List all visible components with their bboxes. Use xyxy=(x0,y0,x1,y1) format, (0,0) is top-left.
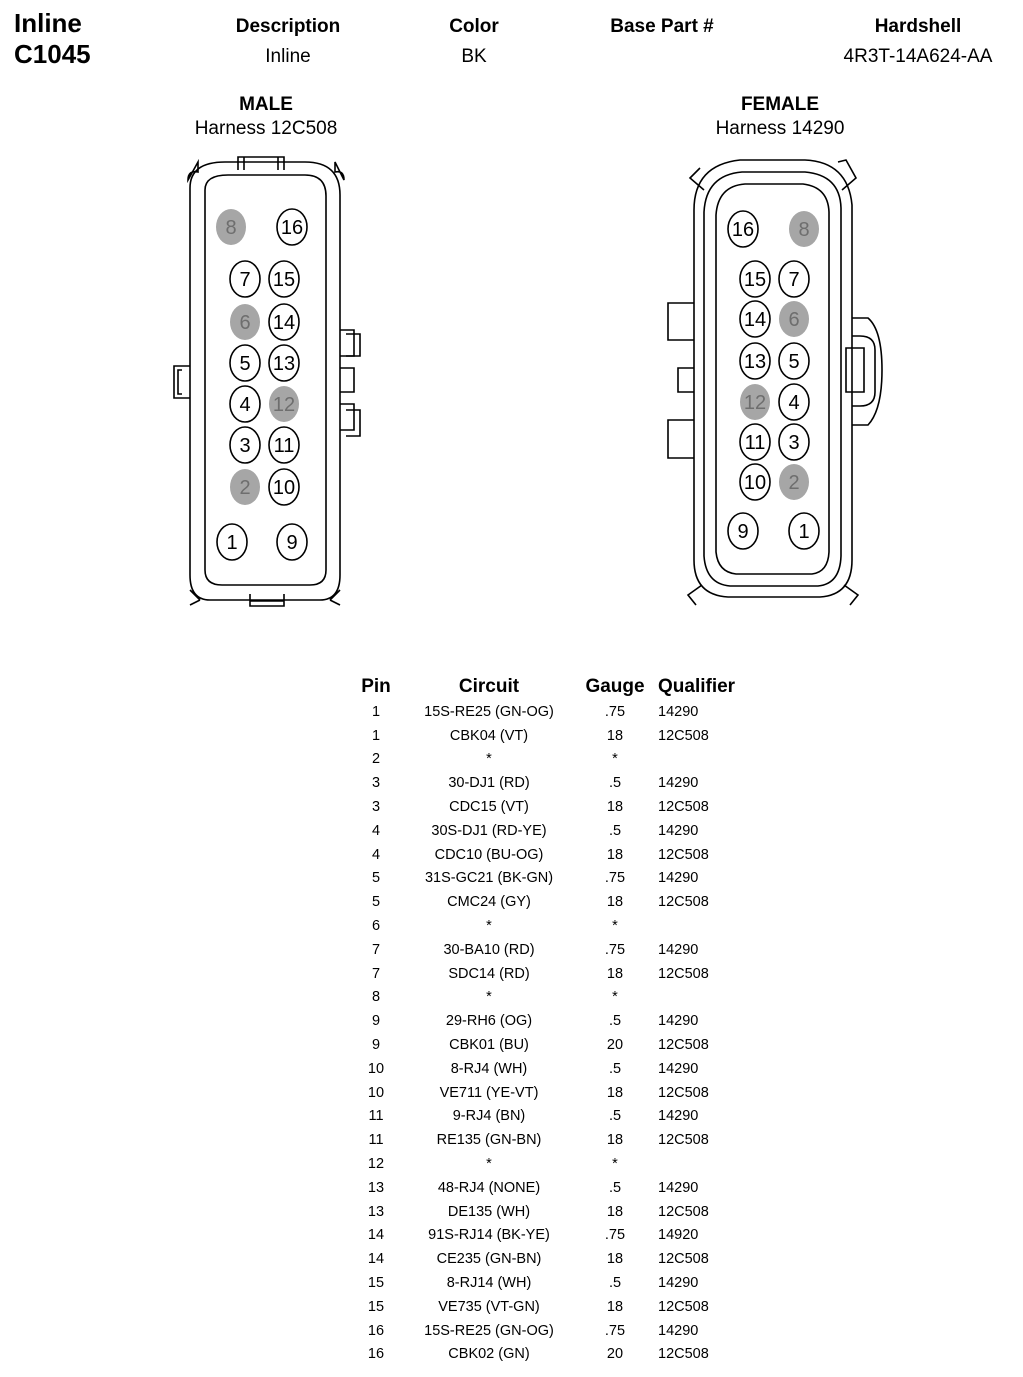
circuit-cell: VE735 (VT-GN) xyxy=(438,1298,540,1315)
table-row xyxy=(354,890,744,914)
table-row xyxy=(354,1057,744,1081)
female-pin-grid xyxy=(728,211,819,549)
gauge-cell: .5 xyxy=(608,1108,622,1125)
table-row xyxy=(354,1247,744,1271)
qualifier-cell: 14290 xyxy=(658,1108,699,1125)
qualifier-cell: 12C508 xyxy=(658,1346,709,1363)
pin-cell: 15 xyxy=(367,1275,385,1292)
male-pin-label: 2 xyxy=(239,477,251,499)
female-pin-label: 2 xyxy=(788,472,800,494)
pin-cell: 10 xyxy=(367,1060,385,1077)
pin-cell: 3 xyxy=(371,799,381,816)
circuit-cell: CBK02 (GN) xyxy=(448,1346,530,1363)
male-pin-label: 1 xyxy=(226,532,238,554)
female-title: FEMALE xyxy=(740,94,820,115)
gauge-cell: * xyxy=(612,989,618,1006)
gauge-cell: .5 xyxy=(608,1013,622,1030)
gauge-cell: * xyxy=(612,918,618,935)
gauge-cell: * xyxy=(612,751,618,768)
gauge-cell: .75 xyxy=(604,703,626,720)
table-row xyxy=(354,771,744,795)
qualifier-cell: 14290 xyxy=(658,1179,699,1196)
female-harness: Harness 14290 xyxy=(715,118,845,139)
female-pin-label: 4 xyxy=(788,392,800,414)
male-harness: Harness 12C508 xyxy=(194,118,338,139)
table-row xyxy=(354,1319,744,1343)
circuit-cell: 30-DJ1 (RD) xyxy=(448,775,530,792)
description-value: Inline xyxy=(265,46,311,67)
color-label: Color xyxy=(449,16,499,37)
female-pin-label: 1 xyxy=(798,521,810,543)
circuit-cell: CBK01 (BU) xyxy=(449,1037,529,1054)
table-row xyxy=(354,1033,744,1057)
circuit-cell: 8-RJ14 (WH) xyxy=(446,1275,532,1292)
table-row xyxy=(354,1081,744,1105)
gauge-cell: .75 xyxy=(604,1227,626,1244)
circuit-cell: * xyxy=(486,1156,492,1173)
female-connector-diagram xyxy=(0,0,1023,640)
qualifier-cell: 12C508 xyxy=(658,1203,709,1220)
pin-header: Pin xyxy=(361,675,391,697)
female-pin-label: 6 xyxy=(788,309,800,331)
pin-cell: 16 xyxy=(367,1322,385,1339)
male-pin-label: 10 xyxy=(272,477,296,499)
pin-cell: 7 xyxy=(371,941,381,958)
qualifier-cell xyxy=(650,1152,744,1176)
female-pin-label: 10 xyxy=(743,472,767,494)
base-part-label: Base Part # xyxy=(610,16,714,37)
female-pin-label: 15 xyxy=(743,269,767,291)
circuit-cell: 30-BA10 (RD) xyxy=(443,941,535,958)
male-pin-label: 12 xyxy=(272,394,296,416)
table-row xyxy=(354,1152,744,1176)
qualifier-cell: 14290 xyxy=(658,775,699,792)
qualifier-cell: 12C508 xyxy=(658,846,709,863)
gauge-cell: 20 xyxy=(606,1346,624,1363)
circuit-cell: 9-RJ4 (BN) xyxy=(452,1108,526,1125)
table-row xyxy=(354,986,744,1010)
gauge-cell: 18 xyxy=(606,799,624,816)
pin-cell: 4 xyxy=(371,846,381,863)
female-pin-label: 8 xyxy=(798,219,810,241)
female-pin-label: 9 xyxy=(737,521,749,543)
gauge-cell: 18 xyxy=(606,1203,624,1220)
table-row xyxy=(354,1176,744,1200)
table-row xyxy=(354,1200,744,1224)
gauge-cell: 18 xyxy=(606,1084,624,1101)
gauge-header: Gauge xyxy=(585,675,645,697)
pin-cell: 11 xyxy=(368,1132,384,1149)
qualifier-cell: 12C508 xyxy=(658,965,709,982)
female-pin-label: 14 xyxy=(743,309,767,331)
pin-cell: 1 xyxy=(371,727,381,744)
table-row xyxy=(354,1224,744,1248)
gauge-cell: 18 xyxy=(606,1132,624,1149)
gauge-cell: .5 xyxy=(608,822,622,839)
circuit-cell: 15S-RE25 (GN-OG) xyxy=(424,703,554,720)
table-row xyxy=(354,819,744,843)
male-pin-label: 3 xyxy=(239,435,251,457)
qualifier-cell: 14290 xyxy=(658,1060,699,1077)
table-row xyxy=(354,914,744,938)
circuit-cell: * xyxy=(486,989,492,1006)
circuit-cell: 48-RJ4 (NONE) xyxy=(437,1179,541,1196)
circuit-cell: 30S-DJ1 (RD-YE) xyxy=(431,822,547,839)
male-pin-label: 15 xyxy=(272,269,296,291)
male-title: MALE xyxy=(239,94,293,115)
female-pin-label: 12 xyxy=(743,392,767,414)
circuit-cell: 29-RH6 (OG) xyxy=(445,1013,533,1030)
connector-name: Inline xyxy=(14,8,82,38)
circuit-cell: VE711 (YE-VT) xyxy=(439,1084,539,1101)
pin-cell: 7 xyxy=(371,965,381,982)
female-pin-label: 3 xyxy=(788,432,800,454)
table-row xyxy=(354,724,744,748)
qualifier-cell: 12C508 xyxy=(658,894,709,911)
table-row xyxy=(354,1105,744,1129)
female-connector-body xyxy=(668,160,882,605)
gauge-cell: 18 xyxy=(606,846,624,863)
circuit-cell: 15S-RE25 (GN-OG) xyxy=(424,1322,554,1339)
gauge-cell: .5 xyxy=(608,1275,622,1292)
circuit-cell: * xyxy=(486,751,492,768)
table-row xyxy=(354,1128,744,1152)
female-pin-label: 11 xyxy=(744,432,766,454)
table-row xyxy=(354,795,744,819)
qualifier-cell xyxy=(650,986,744,1010)
qualifier-cell: 14920 xyxy=(658,1227,699,1244)
qualifier-cell: 14290 xyxy=(658,1322,699,1339)
qualifier-cell: 14290 xyxy=(658,1013,699,1030)
pin-cell: 11 xyxy=(368,1108,384,1125)
gauge-cell: 18 xyxy=(606,727,624,744)
qualifier-header: Qualifier xyxy=(658,675,736,697)
male-pin-label: 16 xyxy=(280,217,304,239)
pin-cell: 13 xyxy=(367,1203,385,1220)
gauge-cell: 18 xyxy=(606,1251,624,1268)
male-pin-label: 8 xyxy=(225,217,237,239)
circuit-cell: DE135 (WH) xyxy=(447,1203,531,1220)
qualifier-cell: 12C508 xyxy=(658,799,709,816)
male-pin-label: 13 xyxy=(272,353,296,375)
pin-cell: 14 xyxy=(367,1251,385,1268)
gauge-cell: .5 xyxy=(608,1179,622,1196)
pin-cell: 9 xyxy=(371,1037,381,1054)
qualifier-cell: 12C508 xyxy=(658,1037,709,1054)
qualifier-cell: 14290 xyxy=(658,703,699,720)
table-row xyxy=(354,1343,744,1367)
description-label: Description xyxy=(235,16,341,37)
pin-cell: 5 xyxy=(371,894,381,911)
circuit-cell: 8-RJ4 (WH) xyxy=(450,1060,528,1077)
circuit-cell: CBK04 (VT) xyxy=(449,727,529,744)
connector-id: C1045 xyxy=(14,39,91,69)
male-pin-label: 7 xyxy=(239,269,251,291)
female-pin-label: 7 xyxy=(788,269,800,291)
pin-cell: 10 xyxy=(367,1084,385,1101)
pin-cell: 9 xyxy=(371,1013,381,1030)
gauge-cell: .75 xyxy=(604,870,626,887)
qualifier-cell: 12C508 xyxy=(658,1084,709,1101)
pin-cell: 16 xyxy=(367,1346,385,1363)
circuit-cell: 91S-RJ14 (BK-YE) xyxy=(428,1227,550,1244)
circuit-cell: CDC10 (BU-OG) xyxy=(434,846,544,863)
table-row xyxy=(354,1009,744,1033)
table-row xyxy=(354,700,744,724)
table-row xyxy=(354,938,744,962)
male-pin-label: 9 xyxy=(286,532,298,554)
qualifier-cell: 14290 xyxy=(658,822,699,839)
female-pin-label: 13 xyxy=(743,351,767,373)
table-row xyxy=(354,962,744,986)
table-row xyxy=(354,748,744,772)
color-value: BK xyxy=(461,46,487,67)
gauge-cell: .5 xyxy=(608,775,622,792)
qualifier-cell: 12C508 xyxy=(658,1132,709,1149)
gauge-cell: 18 xyxy=(606,1298,624,1315)
qualifier-cell xyxy=(650,748,744,772)
circuit-header: Circuit xyxy=(458,675,520,697)
gauge-cell: 20 xyxy=(606,1037,624,1054)
table-row xyxy=(354,867,744,891)
circuit-cell: RE135 (GN-BN) xyxy=(436,1132,542,1149)
circuit-cell: SDC14 (RD) xyxy=(448,965,530,982)
pin-table xyxy=(354,673,744,1366)
female-pin-label: 5 xyxy=(788,351,800,373)
pin-cell: 2 xyxy=(371,751,381,768)
pin-cell: 8 xyxy=(371,989,381,1006)
qualifier-cell xyxy=(650,914,744,938)
qualifier-cell: 14290 xyxy=(658,1275,699,1292)
table-row xyxy=(354,1295,744,1319)
female-pin-label: 16 xyxy=(731,219,755,241)
pin-cell: 15 xyxy=(367,1298,385,1315)
pin-cell: 13 xyxy=(367,1179,385,1196)
pin-cell: 1 xyxy=(371,703,381,720)
qualifier-cell: 12C508 xyxy=(658,1251,709,1268)
circuit-cell: CE235 (GN-BN) xyxy=(436,1251,542,1268)
circuit-cell: CDC15 (VT) xyxy=(449,799,529,816)
gauge-cell: .5 xyxy=(608,1060,622,1077)
male-pin-label: 14 xyxy=(272,312,296,334)
gauge-cell: .75 xyxy=(604,1322,626,1339)
hardshell-value: 4R3T-14A624-AA xyxy=(843,46,993,67)
male-pin-label: 11 xyxy=(273,435,295,457)
pin-cell: 14 xyxy=(367,1227,385,1244)
male-pin-label: 6 xyxy=(239,312,251,334)
qualifier-cell: 14290 xyxy=(658,870,699,887)
circuit-cell: * xyxy=(486,918,492,935)
table-row xyxy=(354,843,744,867)
table-row xyxy=(354,1271,744,1295)
qualifier-cell: 14290 xyxy=(658,941,699,958)
pin-cell: 4 xyxy=(371,822,381,839)
gauge-cell: 18 xyxy=(606,894,624,911)
pin-cell: 12 xyxy=(367,1156,385,1173)
male-pin-label: 5 xyxy=(239,353,251,375)
gauge-cell: * xyxy=(612,1156,618,1173)
hardshell-label: Hardshell xyxy=(874,16,962,37)
gauge-cell: 18 xyxy=(606,965,624,982)
pin-cell: 3 xyxy=(371,775,381,792)
qualifier-cell: 12C508 xyxy=(658,727,709,744)
male-pin-label: 4 xyxy=(239,394,251,416)
circuit-cell: CMC24 (GY) xyxy=(447,894,531,911)
pin-table-header xyxy=(354,673,744,700)
pin-cell: 6 xyxy=(371,918,381,935)
gauge-cell: .75 xyxy=(604,941,626,958)
pin-cell: 5 xyxy=(371,870,381,887)
qualifier-cell: 12C508 xyxy=(658,1298,709,1315)
circuit-cell: 31S-GC21 (BK-GN) xyxy=(424,870,554,887)
